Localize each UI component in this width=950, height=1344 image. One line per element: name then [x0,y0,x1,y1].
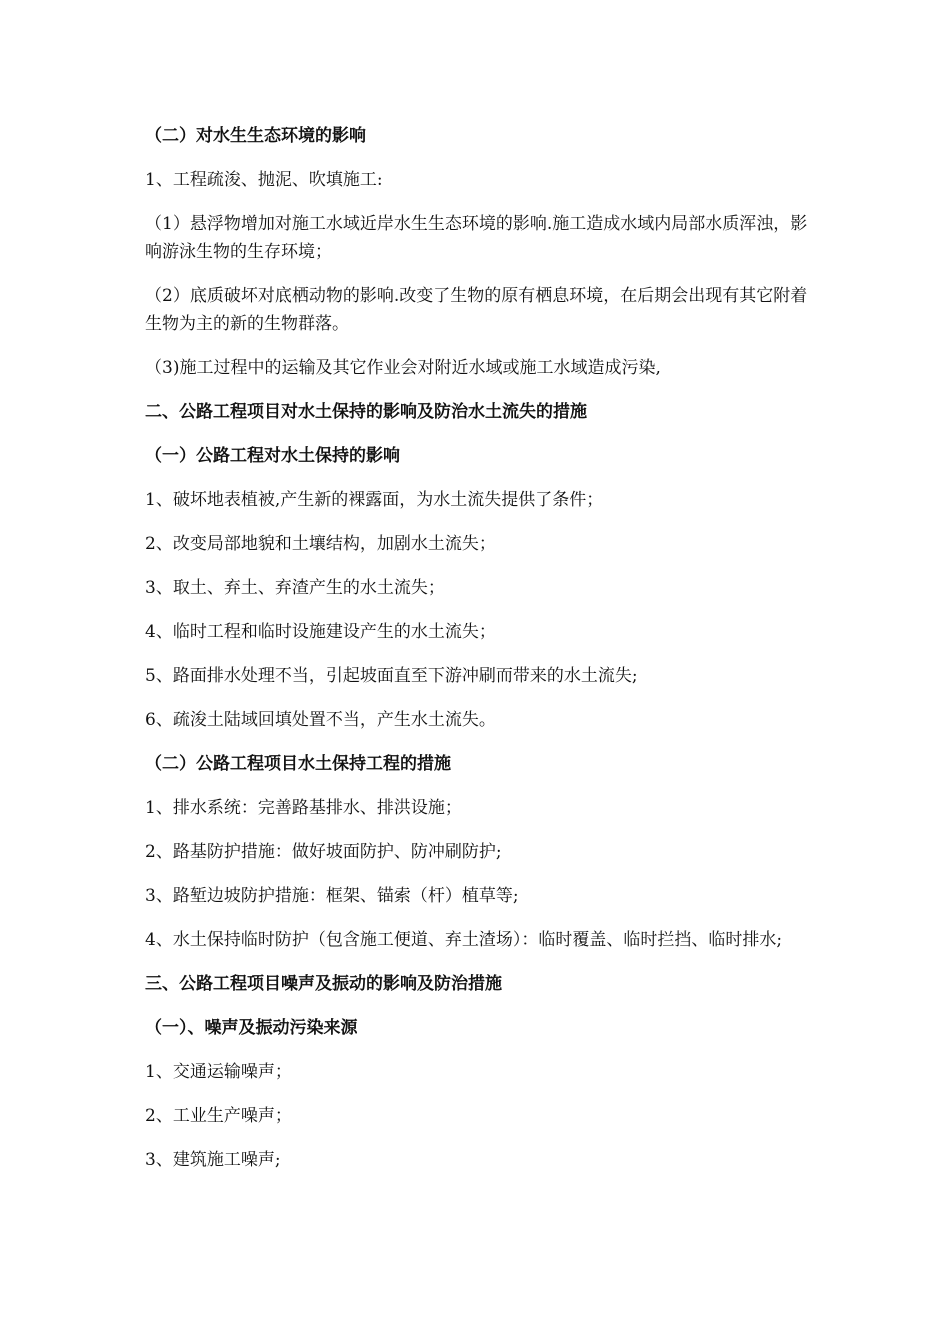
section-heading: （一）公路工程对水土保持的影响 [145,446,400,466]
list-item: 1、破坏地表植被,产生新的裸露面，为水土流失提供了条件； [145,490,604,510]
list-item: 3、取土、弃土、弃渣产生的水土流失； [145,578,445,598]
list-item: 1、交通运输噪声； [145,1062,292,1082]
list-item: 4、水土保持临时防护（包含施工便道、弃土渣场）：临时覆盖、临时拦挡、临时排水; [145,930,783,950]
section-heading: （一）、噪声及振动污染来源 [145,1018,358,1038]
list-item: 2、路基防护措施：做好坡面防护、防冲刷防护; [145,842,502,862]
list-item: 2、改变局部地貌和土壤结构，加剧水土流失； [145,534,496,554]
list-item: （2）底质破坏对底栖动物的影响.改变了生物的原有栖息环境，在后期会出现有其它附着生物为主的新的生物群落。 [145,286,808,334]
list-item: （3)施工过程中的运输及其它作业会对附近水域或施工水域造成污染, [145,358,661,378]
section-heading: （二）公路工程项目水土保持工程的措施 [145,754,451,774]
section-heading: （二）对水生生态环境的影响 [145,126,366,146]
list-item: 3、路堑边坡防护措施：框架、锚索（杆）植草等; [145,886,519,906]
list-item: 5、路面排水处理不当，引起坡面直至下游冲刷而带来的水土流失; [145,666,638,686]
section-heading: 三、公路工程项目噪声及振动的影响及防治措施 [145,974,502,994]
list-item: 1、排水系统：完善路基排水、排洪设施； [145,798,462,818]
document-page [145,122,810,1190]
list-item: （1）悬浮物增加对施工水域近岸水生生态环境的影响.施工造成水域内局部水质浑浊，影响游泳生物的生存环境； [145,214,808,262]
list-item: 1、工程疏浚、抛泥、吹填施工: [145,170,383,190]
list-item: 3、建筑施工噪声; [145,1150,281,1170]
list-item: 4、临时工程和临时设施建设产生的水土流失； [145,622,496,642]
section-heading: 二、公路工程项目对水土保持的影响及防治水土流失的措施 [145,402,587,422]
list-item: 6、疏浚土陆域回填处置不当，产生水土流失。 [145,710,496,730]
list-item: 2、工业生产噪声； [145,1106,292,1126]
